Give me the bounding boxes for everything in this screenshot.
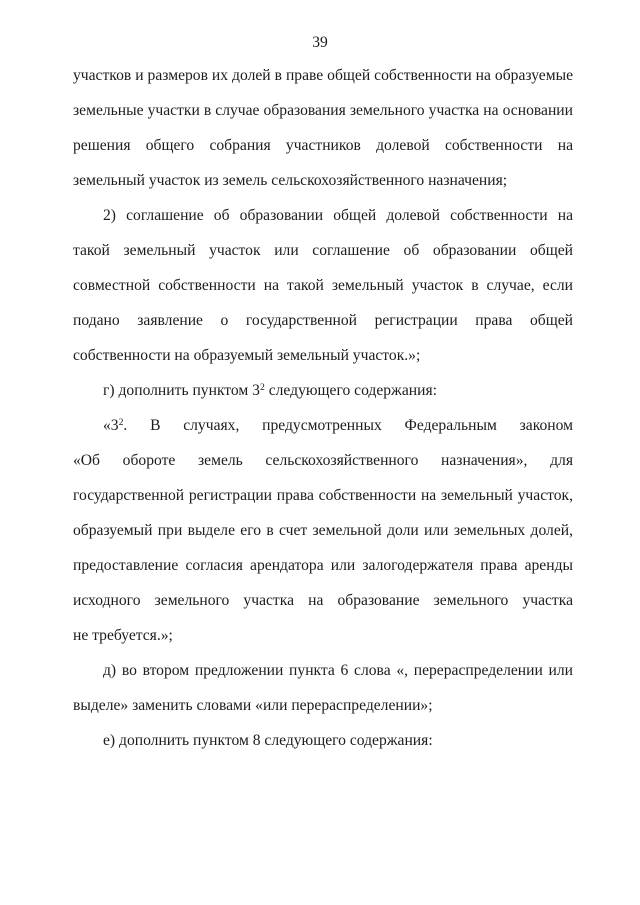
superscript: 2: [259, 381, 265, 393]
line-text: г) дополнить пунктом 3: [103, 382, 260, 399]
text-line: участков и размеров их долей в праве общей собственности на образуемые: [73, 67, 573, 84]
line-text: следующего содержания:: [264, 382, 437, 399]
text-line: [73, 373, 573, 408]
text-line: д) во втором предложении пункта 6 слова «, перераспределении или: [103, 662, 573, 679]
line-text: . В случаях, предусмотренных Федеральным законом: [123, 417, 573, 434]
text-line: е) дополнить пунктом 8 следующего содержания:: [103, 732, 433, 749]
text-line: решения общего собрания участников долевой собственности на: [73, 137, 573, 154]
text-line: земельные участки в случае образования земельного участка на основании: [73, 102, 573, 119]
superscript: 2: [118, 416, 124, 428]
text-line: собственности на образуемый земельный участок.»;: [73, 347, 421, 364]
text-line: земельный участок из земель сельскохозяйственного назначения;: [73, 172, 508, 189]
text-line: [73, 408, 573, 443]
line-text: «3: [103, 417, 119, 434]
text-line: государственной регистрации права собственности на земельный участок,: [73, 487, 573, 504]
text-line: 2) соглашение об образовании общей долевой собственности на: [103, 207, 573, 224]
text-line: «Об обороте земель сельскохозяйственного назначения», для: [73, 452, 573, 469]
paragraph: [73, 373, 573, 408]
paragraph: [73, 723, 573, 758]
page-number: 39: [312, 34, 328, 51]
text-line: предоставление согласия арендатора или залогодержателя права аренды: [73, 557, 573, 574]
text-line: подано заявление о государственной регистрации права общей: [73, 312, 573, 329]
document-body: [73, 58, 573, 758]
text-line: совместной собственности на такой земельный участок в случае, если: [73, 277, 573, 294]
text-line: исходного земельного участка на образование земельного участка: [73, 592, 573, 609]
text-line: образуемый при выделе его в счет земельной доли или земельных долей,: [73, 522, 573, 539]
paragraph: [73, 653, 573, 723]
paragraph: [73, 58, 573, 198]
paragraph: [73, 408, 573, 653]
paragraph: [73, 198, 573, 373]
text-line: выделе» заменить словами «или перераспределении»;: [73, 697, 433, 714]
text-line: не требуется.»;: [73, 627, 173, 644]
text-line: такой земельный участок или соглашение об образовании общей: [73, 242, 573, 259]
